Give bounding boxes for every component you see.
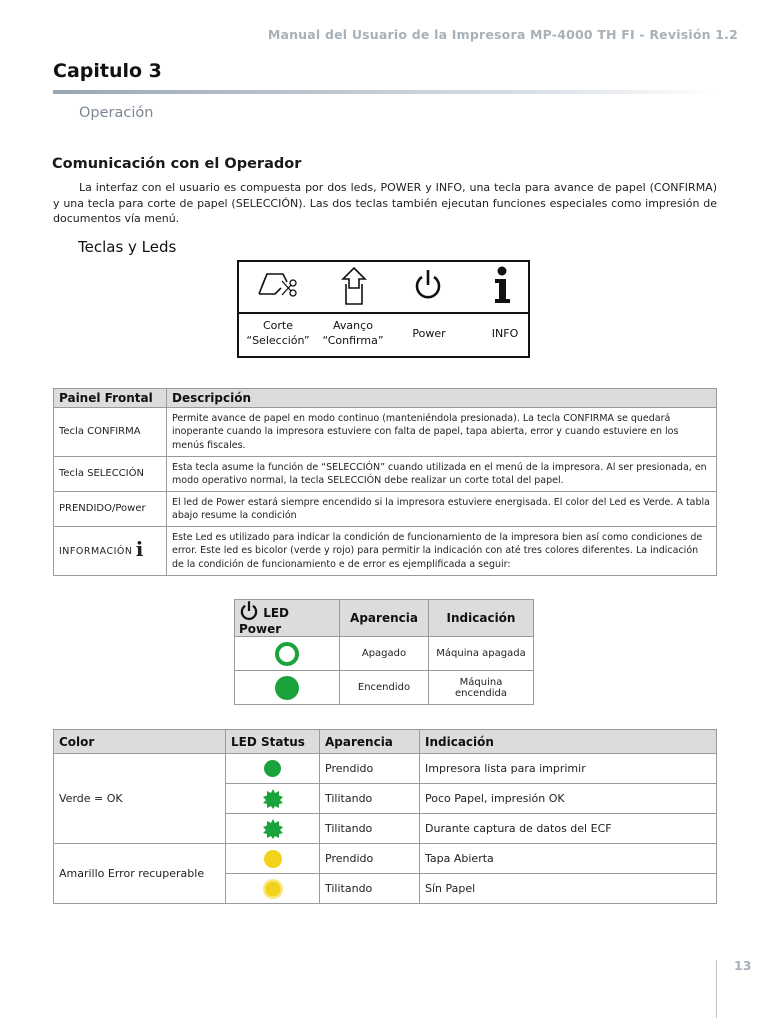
paper-cut-icon xyxy=(253,266,303,310)
power-led-table xyxy=(234,599,534,705)
led-status-table xyxy=(53,729,717,904)
indication-cell: Tapa Abierta xyxy=(420,844,717,874)
front-panel-table xyxy=(53,388,717,576)
table-header: LED Status xyxy=(226,730,320,754)
info-icon xyxy=(491,264,513,310)
indication-cell: Impresora lista para imprimir xyxy=(420,754,717,784)
appearance-cell: Apagado xyxy=(340,637,429,671)
table-header: Aparencia xyxy=(340,600,429,637)
table-header: Indicación xyxy=(429,600,534,637)
row-description: Permite avance de papel en modo continuo (manteniéndola presionada). La tecla CONFIRMA se quedará inoperante cuando la impresora estuviere con falta de papel, tapa abierta, error y cuando estuviere en los menús fiscales. xyxy=(167,408,717,457)
key-label-corte xyxy=(239,318,317,348)
led-solid-icon xyxy=(275,676,299,700)
table-header: Aparencia xyxy=(320,730,420,754)
key-label-line: Corte xyxy=(262,319,293,332)
footer-divider xyxy=(716,960,717,1018)
chapter-title: Capitulo 3 xyxy=(53,60,162,82)
appearance-cell: Encendido xyxy=(340,671,429,705)
led-power-header: LED Power xyxy=(239,606,289,636)
led-solid-yellow-icon xyxy=(264,850,282,868)
row-name: Tecla SELECCIÓN xyxy=(54,457,167,492)
table-header: Painel Frontal xyxy=(54,389,167,408)
appearance-cell: Tilitando xyxy=(320,784,420,814)
page-number: 13 xyxy=(734,958,752,973)
intro-paragraph-text: La interfaz con el usuario es compuesta por dos leds, POWER y INFO, una tecla para avance de papel (CONFIRMA) y una tecla para corte de papel (SELECCIÓN). Las dos teclas también ejecutan funciones especiales como impresión de documentos vía menú. xyxy=(53,181,717,225)
key-label-line: “Selección” xyxy=(246,334,310,347)
row-name: PRENDIDO/Power xyxy=(54,492,167,527)
intro-paragraph xyxy=(53,180,717,227)
row-name: Tecla CONFIRMA xyxy=(54,408,167,457)
info-icon: i xyxy=(135,537,144,562)
indication-cell: Máquina apagada xyxy=(429,637,534,671)
table-header: Indicación xyxy=(420,730,717,754)
color-group-cell: Verde = OK xyxy=(54,754,226,844)
led-blink-green-icon xyxy=(262,788,284,810)
row-description: El led de Power estará siempre encendido si la impresora estuviere energisada. El color del Led es Verde. A tabla abajo resume la condición xyxy=(167,492,717,527)
keys-panel xyxy=(237,260,530,358)
led-cell xyxy=(226,844,320,874)
section-title: Comunicación con el Operador xyxy=(52,156,302,172)
indication-cell: Durante captura de datos del ECF xyxy=(420,814,717,844)
table-row xyxy=(54,408,717,457)
row-name-info xyxy=(54,527,167,576)
led-cell xyxy=(235,671,340,705)
keys-leds-title: Teclas y Leds xyxy=(78,238,177,256)
key-label-power: Power xyxy=(412,327,446,340)
row-name: INFORMACIÓN xyxy=(59,546,133,558)
appearance-cell: Tilitando xyxy=(320,874,420,904)
led-cell xyxy=(226,874,320,904)
led-cell xyxy=(226,784,320,814)
led-blink-green-icon xyxy=(262,818,284,840)
chapter-divider xyxy=(53,90,718,94)
table-row xyxy=(235,637,534,671)
running-header: Manual del Usuario de la Impresora MP-4000 TH FI - Revisión 1.2 xyxy=(267,27,738,42)
indication-cell: Sín Papel xyxy=(420,874,717,904)
table-header: Descripción xyxy=(167,389,717,408)
key-label-info: INFO xyxy=(491,327,519,340)
appearance-cell: Prendido xyxy=(320,844,420,874)
power-icon xyxy=(239,600,259,622)
table-row xyxy=(54,527,717,576)
table-header: Color xyxy=(54,730,226,754)
led-solid-green-icon xyxy=(264,760,281,777)
chapter-subtitle: Operación xyxy=(79,105,154,121)
keys-panel-divider xyxy=(239,312,528,314)
table-row xyxy=(54,457,717,492)
row-description: Esta tecla asume la función de “SELECCIÓN” cuando utilizada en el menú de la impresora. Al ser presionada, en modo operativo normal, la tecla SELECCIÓN debe realizar un corte total del papel. xyxy=(167,457,717,492)
table-row xyxy=(235,671,534,705)
power-icon xyxy=(413,268,443,306)
led-blink-yellow-icon xyxy=(262,878,284,900)
led-cell xyxy=(235,637,340,671)
table-row xyxy=(54,492,717,527)
led-cell xyxy=(226,814,320,844)
led-cell xyxy=(226,754,320,784)
appearance-cell: Prendido xyxy=(320,754,420,784)
row-description: Este Led es utilizado para indicar la condición de funcionamiento de la impresora bien así como condiciones de error. Este led es bicolor (verde y rojo) para permitir la indicación con até tres colores diferentes. La indicación de la condición de funcionamiento e de error es ejemplificada a seguir: xyxy=(167,527,717,576)
indication-cell: Poco Papel, impresión OK xyxy=(420,784,717,814)
paper-feed-icon xyxy=(339,266,369,312)
led-ring-icon xyxy=(275,642,299,666)
key-label-line: “Confirma” xyxy=(322,334,384,347)
key-label-line: Avanço xyxy=(333,319,373,332)
key-label-avanco xyxy=(315,318,391,348)
indication-cell: Máquina encendida xyxy=(429,671,534,705)
appearance-cell: Tilitando xyxy=(320,814,420,844)
table-header xyxy=(235,600,340,637)
table-row xyxy=(54,844,717,874)
color-group-cell: Amarillo Error recuperable xyxy=(54,844,226,904)
table-row xyxy=(54,754,717,784)
